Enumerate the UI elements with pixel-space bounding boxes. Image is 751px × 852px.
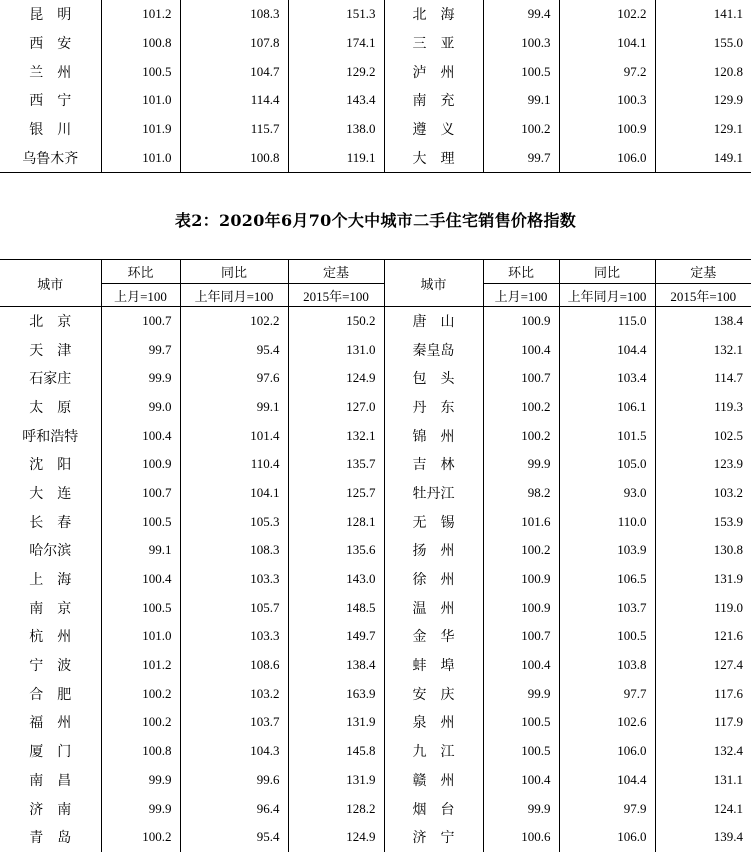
yoy-index: 103.2	[180, 679, 288, 708]
city-name: 金 华	[384, 622, 483, 651]
yoy-index: 110.0	[559, 507, 655, 536]
yoy-index: 99.1	[180, 393, 288, 422]
city-name: 昆 明	[29, 7, 72, 24]
city-name: 合 肥	[29, 686, 72, 703]
city-name: 烟 台	[384, 794, 483, 823]
yoy-index: 115.0	[559, 307, 655, 336]
base-index: 131.9	[288, 708, 384, 737]
table-2-body	[0, 307, 751, 852]
city-name: 泸 州	[384, 57, 483, 86]
city-name: 呼和浩特	[22, 428, 79, 445]
mom-index: 100.2	[101, 708, 180, 737]
table-row	[0, 593, 751, 622]
table-row	[0, 651, 751, 680]
mom-index: 100.5	[101, 507, 180, 536]
base-index: 174.1	[288, 29, 384, 58]
yoy-index: 107.8	[180, 29, 288, 58]
base-index: 124.9	[288, 364, 384, 393]
base-index: 129.1	[655, 115, 751, 144]
base-index: 132.1	[655, 335, 751, 364]
yoy-index: 96.4	[180, 794, 288, 823]
base-index: 119.3	[655, 393, 751, 422]
yoy-index: 100.5	[559, 622, 655, 651]
header-yoy-b: 同比	[559, 260, 655, 284]
city-name: 泉 州	[384, 708, 483, 737]
table-row	[0, 393, 751, 422]
yoy-index: 102.2	[180, 307, 288, 336]
table-row	[0, 622, 751, 651]
mom-index: 101.0	[101, 86, 180, 115]
table-row	[0, 679, 751, 708]
table-2-header	[0, 260, 751, 307]
mom-index: 100.2	[483, 115, 559, 144]
table-2-caption: 表2：2020年6月70个大中城市二手住宅销售价格指数	[174, 211, 577, 230]
base-index: 155.0	[655, 29, 751, 58]
mom-index: 100.9	[483, 307, 559, 336]
table-row	[0, 29, 751, 58]
table-row	[0, 794, 751, 823]
yoy-index: 106.0	[559, 737, 655, 766]
header-base-b: 定基	[655, 260, 751, 284]
mom-index: 99.9	[483, 679, 559, 708]
yoy-index: 93.0	[559, 479, 655, 508]
city-name: 赣 州	[384, 766, 483, 795]
yoy-index: 106.0	[559, 143, 655, 172]
mom-index: 100.2	[483, 393, 559, 422]
yoy-index: 110.4	[180, 450, 288, 479]
city-name: 包 头	[384, 364, 483, 393]
base-index: 120.8	[655, 57, 751, 86]
mom-index: 99.7	[101, 335, 180, 364]
header-city-a: 城市	[0, 260, 101, 307]
city-name: 福 州	[29, 715, 72, 732]
city-name: 徐 州	[384, 565, 483, 594]
yoy-index: 97.6	[180, 364, 288, 393]
table-row	[0, 479, 751, 508]
base-index: 149.1	[655, 143, 751, 172]
header-base-a: 定基	[288, 260, 384, 284]
yoy-index: 97.7	[559, 679, 655, 708]
mom-index: 100.5	[483, 708, 559, 737]
base-index: 131.1	[655, 766, 751, 795]
price-index-table-2	[0, 259, 751, 852]
city-name: 乌鲁木齐	[22, 150, 79, 167]
base-index: 138.4	[655, 307, 751, 336]
city-name: 吉 林	[384, 450, 483, 479]
yoy-index: 114.4	[180, 86, 288, 115]
yoy-index: 95.4	[180, 335, 288, 364]
mom-index: 100.5	[101, 57, 180, 86]
city-name: 牡丹江	[384, 479, 483, 508]
mom-index: 101.2	[101, 651, 180, 680]
mom-index: 99.4	[483, 0, 559, 29]
mom-index: 100.5	[483, 57, 559, 86]
table-row	[0, 143, 751, 172]
yoy-index: 103.3	[180, 565, 288, 594]
table-row	[0, 115, 751, 144]
city-name: 天 津	[29, 342, 72, 359]
mom-index: 100.7	[101, 479, 180, 508]
mom-index: 98.2	[483, 479, 559, 508]
mom-index: 100.7	[483, 622, 559, 651]
city-name: 兰 州	[29, 64, 72, 81]
yoy-index: 97.9	[559, 794, 655, 823]
base-index: 132.4	[655, 737, 751, 766]
yoy-index: 102.6	[559, 708, 655, 737]
mom-index: 100.8	[101, 29, 180, 58]
mom-index: 100.3	[483, 29, 559, 58]
table-row	[0, 86, 751, 115]
table-row	[0, 335, 751, 364]
table-row	[0, 57, 751, 86]
mom-index: 100.9	[101, 450, 180, 479]
city-name: 石家庄	[29, 371, 72, 388]
mom-index: 101.0	[101, 143, 180, 172]
base-index: 119.0	[655, 593, 751, 622]
mom-index: 100.4	[483, 335, 559, 364]
base-index: 129.2	[288, 57, 384, 86]
mom-index: 100.7	[101, 307, 180, 336]
yoy-index: 105.3	[180, 507, 288, 536]
base-index: 148.5	[288, 593, 384, 622]
base-index: 128.2	[288, 794, 384, 823]
yoy-index: 106.1	[559, 393, 655, 422]
base-index: 153.9	[655, 507, 751, 536]
yoy-index: 103.7	[180, 708, 288, 737]
base-index: 102.5	[655, 421, 751, 450]
base-index: 129.9	[655, 86, 751, 115]
base-index: 135.6	[288, 536, 384, 565]
yoy-index: 99.6	[180, 766, 288, 795]
mom-index: 100.4	[101, 421, 180, 450]
yoy-index: 103.4	[559, 364, 655, 393]
yoy-index: 106.5	[559, 565, 655, 594]
mom-index: 101.9	[101, 115, 180, 144]
base-index: 139.4	[655, 823, 751, 852]
mom-index: 100.2	[101, 823, 180, 852]
mom-index: 100.4	[483, 766, 559, 795]
base-index: 131.9	[288, 766, 384, 795]
header-mom-b: 环比	[483, 260, 559, 284]
mom-index: 100.2	[101, 679, 180, 708]
base-index: 143.4	[288, 86, 384, 115]
price-index-table-1-continued	[0, 0, 751, 173]
base-index: 128.1	[288, 507, 384, 536]
yoy-index: 103.7	[559, 593, 655, 622]
city-name: 扬 州	[384, 536, 483, 565]
city-name: 银 川	[29, 122, 72, 139]
yoy-index: 106.0	[559, 823, 655, 852]
city-name: 南 充	[384, 86, 483, 115]
table-1-body	[0, 0, 751, 172]
city-name: 大 理	[384, 143, 483, 172]
header-base-sub-b: 2015年=100	[655, 284, 751, 307]
mom-index: 99.1	[483, 86, 559, 115]
base-index: 149.7	[288, 622, 384, 651]
base-index: 124.1	[655, 794, 751, 823]
mom-index: 100.4	[101, 565, 180, 594]
mom-index: 100.2	[483, 421, 559, 450]
city-name: 太 原	[29, 399, 72, 416]
mom-index: 100.9	[483, 565, 559, 594]
header-mom-a: 环比	[101, 260, 180, 284]
city-name: 南 昌	[29, 772, 72, 789]
yoy-index: 103.9	[559, 536, 655, 565]
city-name: 安 庆	[384, 679, 483, 708]
yoy-index: 101.5	[559, 421, 655, 450]
base-index: 132.1	[288, 421, 384, 450]
yoy-index: 100.9	[559, 115, 655, 144]
city-name: 西 安	[29, 36, 72, 53]
city-name: 哈尔滨	[29, 543, 72, 560]
base-index: 117.9	[655, 708, 751, 737]
header-yoy-a: 同比	[180, 260, 288, 284]
mom-index: 100.9	[483, 593, 559, 622]
base-index: 151.3	[288, 0, 384, 29]
mom-index: 100.6	[483, 823, 559, 852]
city-name: 济 南	[29, 801, 72, 818]
mom-index: 99.9	[483, 450, 559, 479]
table-row	[0, 737, 751, 766]
city-name: 上 海	[29, 572, 72, 589]
mom-index: 101.0	[101, 622, 180, 651]
mom-index: 100.5	[101, 593, 180, 622]
mom-index: 101.6	[483, 507, 559, 536]
base-index: 135.7	[288, 450, 384, 479]
yoy-index: 100.3	[559, 86, 655, 115]
city-name: 秦皇岛	[384, 335, 483, 364]
header-yoy-sub-a: 上年同月=100	[180, 284, 288, 307]
city-name: 丹 东	[384, 393, 483, 422]
header-yoy-sub-b: 上年同月=100	[559, 284, 655, 307]
yoy-index: 108.3	[180, 536, 288, 565]
yoy-index: 95.4	[180, 823, 288, 852]
city-name: 三 亚	[384, 29, 483, 58]
header-base-sub-a: 2015年=100	[288, 284, 384, 307]
city-name: 蚌 埠	[384, 651, 483, 680]
base-index: 103.2	[655, 479, 751, 508]
table-row	[0, 307, 751, 336]
yoy-index: 105.7	[180, 593, 288, 622]
city-name: 北 京	[29, 314, 72, 331]
table-row	[0, 507, 751, 536]
base-index: 150.2	[288, 307, 384, 336]
city-name: 南 京	[29, 600, 72, 617]
mom-index: 101.2	[101, 0, 180, 29]
city-name: 九 江	[384, 737, 483, 766]
city-name: 宁 波	[29, 658, 72, 675]
mom-index: 99.1	[101, 536, 180, 565]
table-row	[0, 565, 751, 594]
base-index: 130.8	[655, 536, 751, 565]
base-index: 125.7	[288, 479, 384, 508]
city-name: 沈 阳	[29, 457, 72, 474]
city-name: 锦 州	[384, 421, 483, 450]
yoy-index: 105.0	[559, 450, 655, 479]
table-row	[0, 450, 751, 479]
mom-index: 99.9	[101, 794, 180, 823]
yoy-index: 115.7	[180, 115, 288, 144]
city-name: 济 宁	[384, 823, 483, 852]
base-index: 143.0	[288, 565, 384, 594]
base-index: 127.4	[655, 651, 751, 680]
yoy-index: 104.3	[180, 737, 288, 766]
yoy-index: 104.1	[559, 29, 655, 58]
table-row	[0, 708, 751, 737]
base-index: 119.1	[288, 143, 384, 172]
yoy-index: 104.7	[180, 57, 288, 86]
mom-index: 99.0	[101, 393, 180, 422]
header-mom-sub-a: 上月=100	[101, 284, 180, 307]
yoy-index: 101.4	[180, 421, 288, 450]
city-name: 长 春	[29, 514, 72, 531]
city-name: 无 锡	[384, 507, 483, 536]
base-index: 121.6	[655, 622, 751, 651]
yoy-index: 104.1	[180, 479, 288, 508]
mom-index: 99.9	[101, 766, 180, 795]
header-mom-sub-b: 上月=100	[483, 284, 559, 307]
table-row	[0, 823, 751, 852]
city-name: 遵 义	[384, 115, 483, 144]
city-name: 青 岛	[29, 830, 72, 847]
yoy-index: 100.8	[180, 143, 288, 172]
mom-index: 100.5	[483, 737, 559, 766]
header-city-b: 城市	[384, 260, 483, 307]
base-index: 141.1	[655, 0, 751, 29]
yoy-index: 102.2	[559, 0, 655, 29]
city-name: 西 宁	[29, 93, 72, 110]
yoy-index: 104.4	[559, 766, 655, 795]
yoy-index: 103.8	[559, 651, 655, 680]
table-row	[0, 421, 751, 450]
city-name: 大 连	[29, 485, 72, 502]
table-row	[0, 536, 751, 565]
base-index: 163.9	[288, 679, 384, 708]
city-name: 唐 山	[384, 307, 483, 336]
yoy-index: 103.3	[180, 622, 288, 651]
base-index: 124.9	[288, 823, 384, 852]
mom-index: 99.7	[483, 143, 559, 172]
base-index: 127.0	[288, 393, 384, 422]
base-index: 131.0	[288, 335, 384, 364]
city-name: 温 州	[384, 593, 483, 622]
base-index: 117.6	[655, 679, 751, 708]
city-name: 厦 门	[29, 744, 72, 761]
city-name: 北 海	[384, 0, 483, 29]
base-index: 145.8	[288, 737, 384, 766]
yoy-index: 104.4	[559, 335, 655, 364]
yoy-index: 108.3	[180, 0, 288, 29]
city-name: 杭 州	[29, 629, 72, 646]
base-index: 138.4	[288, 651, 384, 680]
mom-index: 99.9	[483, 794, 559, 823]
base-index: 138.0	[288, 115, 384, 144]
mom-index: 100.8	[101, 737, 180, 766]
base-index: 131.9	[655, 565, 751, 594]
table-row	[0, 364, 751, 393]
mom-index: 100.2	[483, 536, 559, 565]
table-row	[0, 766, 751, 795]
mom-index: 100.4	[483, 651, 559, 680]
mom-index: 99.9	[101, 364, 180, 393]
base-index: 114.7	[655, 364, 751, 393]
yoy-index: 108.6	[180, 651, 288, 680]
yoy-index: 97.2	[559, 57, 655, 86]
mom-index: 100.7	[483, 364, 559, 393]
table-row	[0, 0, 751, 29]
base-index: 123.9	[655, 450, 751, 479]
